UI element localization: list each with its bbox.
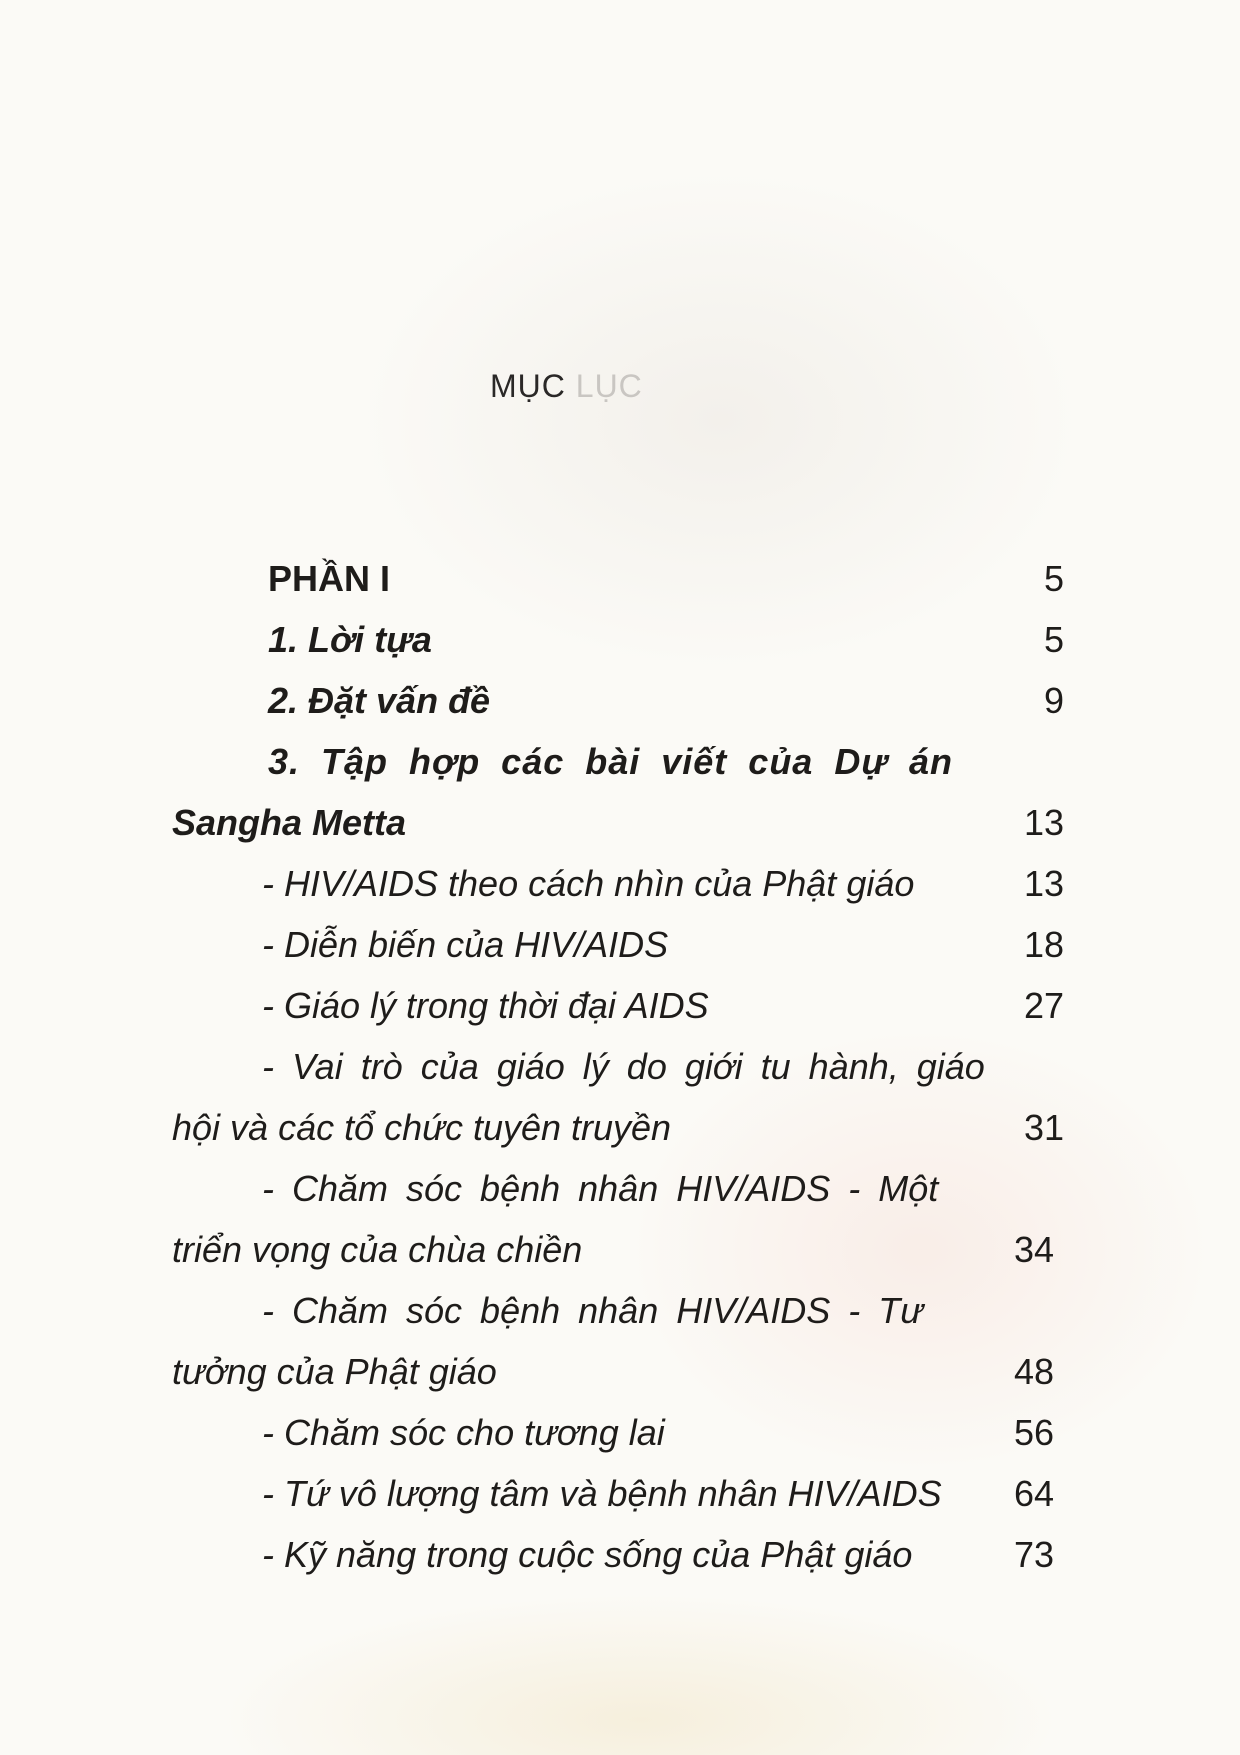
toc-entry-title-line-2: triển vọng của chùa chiền — [172, 1229, 583, 1270]
toc-entry-progression — [0, 914, 1240, 975]
toc-entry-preface — [0, 609, 1240, 670]
toc-entry-title: - Chăm sóc cho tương lai — [262, 1412, 665, 1453]
toc-entry-title: - Giáo lý trong thời đại AIDS — [262, 985, 709, 1026]
toc-entry-page: 48 — [1013, 1351, 1054, 1392]
toc-entry-title: - Diễn biến của HIV/AIDS — [262, 924, 669, 965]
toc-entry-title-line-1: 3. Tập hợp các bài viết của Dự án — [268, 741, 954, 782]
toc-entry-title: - Kỹ năng trong cuộc sống của Phật giáo — [262, 1534, 913, 1575]
toc-entry-title-line-2: tưởng của Phật giáo — [172, 1351, 497, 1392]
toc-entry-life-skills — [0, 1524, 1240, 1585]
toc-entry-page: 5 — [1043, 558, 1064, 599]
toc-entry-care-future — [0, 1402, 1240, 1463]
toc-entry-title: 2. Đặt vấn đề — [268, 680, 491, 721]
toc-entry-introduction — [0, 670, 1240, 731]
toc-entry-role-line-2 — [0, 1097, 1240, 1158]
toc-entry-title-line-1: - Chăm sóc bệnh nhân HIV/AIDS - Tư — [262, 1290, 924, 1331]
page-heading — [490, 368, 643, 405]
toc-entry-collection-line-2 — [0, 792, 1240, 853]
heading-word-faded: LỤC — [575, 368, 643, 404]
toc-entry-title-line-2: hội và các tổ chức tuyên truyền — [172, 1107, 672, 1148]
toc-entry-title-line-1: - Chăm sóc bệnh nhân HIV/AIDS - Một — [262, 1168, 939, 1209]
toc-entry-collection-line-1 — [0, 731, 1240, 792]
toc-entry-care-thought-line-2 — [0, 1341, 1240, 1402]
toc-entry-page: 9 — [1043, 680, 1064, 721]
toc-entry-four-immeasurables — [0, 1463, 1240, 1524]
toc-entry-page: 73 — [1013, 1534, 1054, 1575]
toc-entry-page: 64 — [1013, 1473, 1054, 1514]
toc-entry-care-temples-line-2 — [0, 1219, 1240, 1280]
toc-entry-role-line-1 — [0, 1036, 1240, 1097]
toc-entry-title: PHẦN I — [268, 558, 391, 599]
toc-entry-title-line-2: Sangha Metta — [172, 802, 407, 843]
table-of-contents — [0, 548, 1240, 1585]
toc-entry-page: 34 — [1013, 1229, 1054, 1270]
toc-entry-care-temples-line-1 — [0, 1158, 1240, 1219]
toc-entry-page: 5 — [1043, 619, 1064, 660]
toc-entry-page: 13 — [1023, 802, 1064, 843]
toc-entry-part-1 — [0, 548, 1240, 609]
toc-entry-page: 56 — [1013, 1412, 1054, 1453]
toc-entry-teachings-aids-era — [0, 975, 1240, 1036]
toc-entry-title-line-1: - Vai trò của giáo lý do giới tu hành, giáo — [262, 1046, 985, 1087]
toc-entry-care-thought-line-1 — [0, 1280, 1240, 1341]
heading-word-visible: MỤC — [490, 368, 566, 404]
toc-entry-title: - Tứ vô lượng tâm và bệnh nhân HIV/AIDS — [262, 1473, 942, 1514]
toc-entry-title: - HIV/AIDS theo cách nhìn của Phật giáo — [262, 863, 915, 904]
toc-entry-page: 27 — [1023, 985, 1064, 1026]
toc-entry-page: 13 — [1023, 863, 1064, 904]
toc-entry-page: 18 — [1023, 924, 1064, 965]
toc-entry-buddhist-view — [0, 853, 1240, 914]
toc-entry-page: 31 — [1023, 1107, 1064, 1148]
toc-entry-title: 1. Lời tựa — [268, 619, 432, 660]
